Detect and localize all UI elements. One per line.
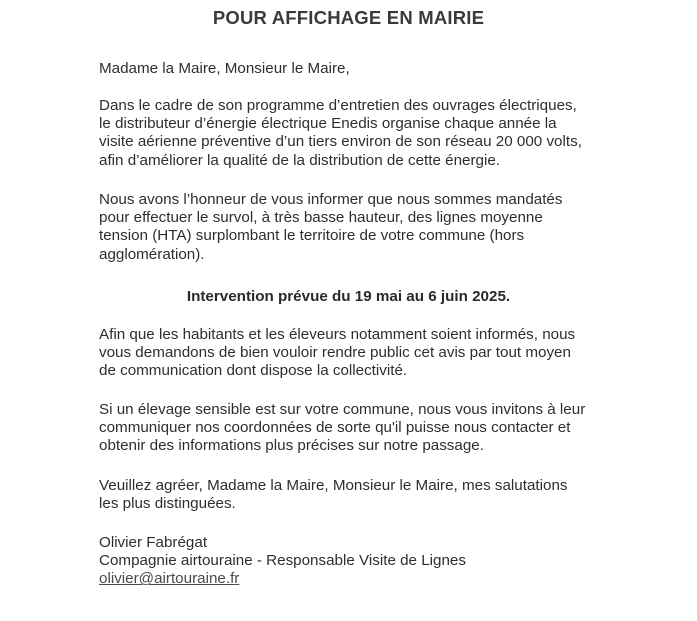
paragraph-line: vous demandons de bien vouloir rendre public cet avis par tout moyen: [99, 344, 571, 362]
paragraph-mandate: [99, 191, 619, 264]
paragraph-line: Nous avons l’honneur de vous informer que nous sommes mandatés: [99, 191, 563, 208]
salutation-text: Madame la Maire, Monsieur le Maire,: [99, 60, 350, 77]
paragraph-breeding: [99, 401, 619, 456]
paragraph-line: Si un élevage sensible est sur votre commune, nous vous invitons à leur: [99, 401, 586, 418]
paragraph-maintenance: [99, 97, 619, 170]
paragraph-line: Veuillez agréer, Madame la Maire, Monsieur le Maire, mes salutations: [99, 477, 568, 494]
paragraph-line: agglomération).: [99, 245, 205, 263]
paragraph-request: [99, 326, 619, 381]
paragraph-line: Afin que les habitants et les éleveurs notamment soient informés, nous: [99, 326, 576, 343]
paragraph-line: visite aérienne préventive d’un tiers environ de son réseau 20 000 volts,: [99, 133, 582, 151]
signature-company: Compagnie airtouraine - Responsable Visite de Lignes: [99, 552, 466, 570]
salutation: [99, 60, 619, 78]
paragraph-line: afin d’améliorer la qualité de la distribution de cette énergie.: [99, 151, 501, 169]
paragraph-line: communiquer nos coordonnées de sorte qu'il puisse nous contacter et: [99, 419, 571, 437]
paragraph-line: les plus distinguées.: [99, 495, 236, 513]
document-title: POUR AFFICHAGE EN MAIRIE: [212, 7, 485, 28]
intervention-dates: Intervention prévue du 19 mai au 6 juin 2025.: [186, 288, 511, 305]
closing-formula: [99, 477, 619, 513]
paragraph-line: le distributeur d’énergie électrique Enedis organise chaque année la: [99, 115, 557, 133]
paragraph-line: obtenir des informations plus précises sur notre passage.: [99, 437, 484, 455]
signature-email-link[interactable]: olivier@airtouraine.fr: [99, 570, 240, 588]
paragraph-line: pour effectuer le survol, à très basse hauteur, des lignes moyenne: [99, 209, 543, 227]
signature-block: [99, 534, 619, 589]
signature-name: Olivier Fabrégat: [99, 534, 208, 551]
paragraph-line: Dans le cadre de son programme d’entretien des ouvrages électriques,: [99, 97, 577, 114]
paragraph-line: tension (HTA) surplombant le territoire de votre commune (hors: [99, 227, 525, 245]
paragraph-line: de communication dont dispose la collectivité.: [99, 362, 408, 380]
